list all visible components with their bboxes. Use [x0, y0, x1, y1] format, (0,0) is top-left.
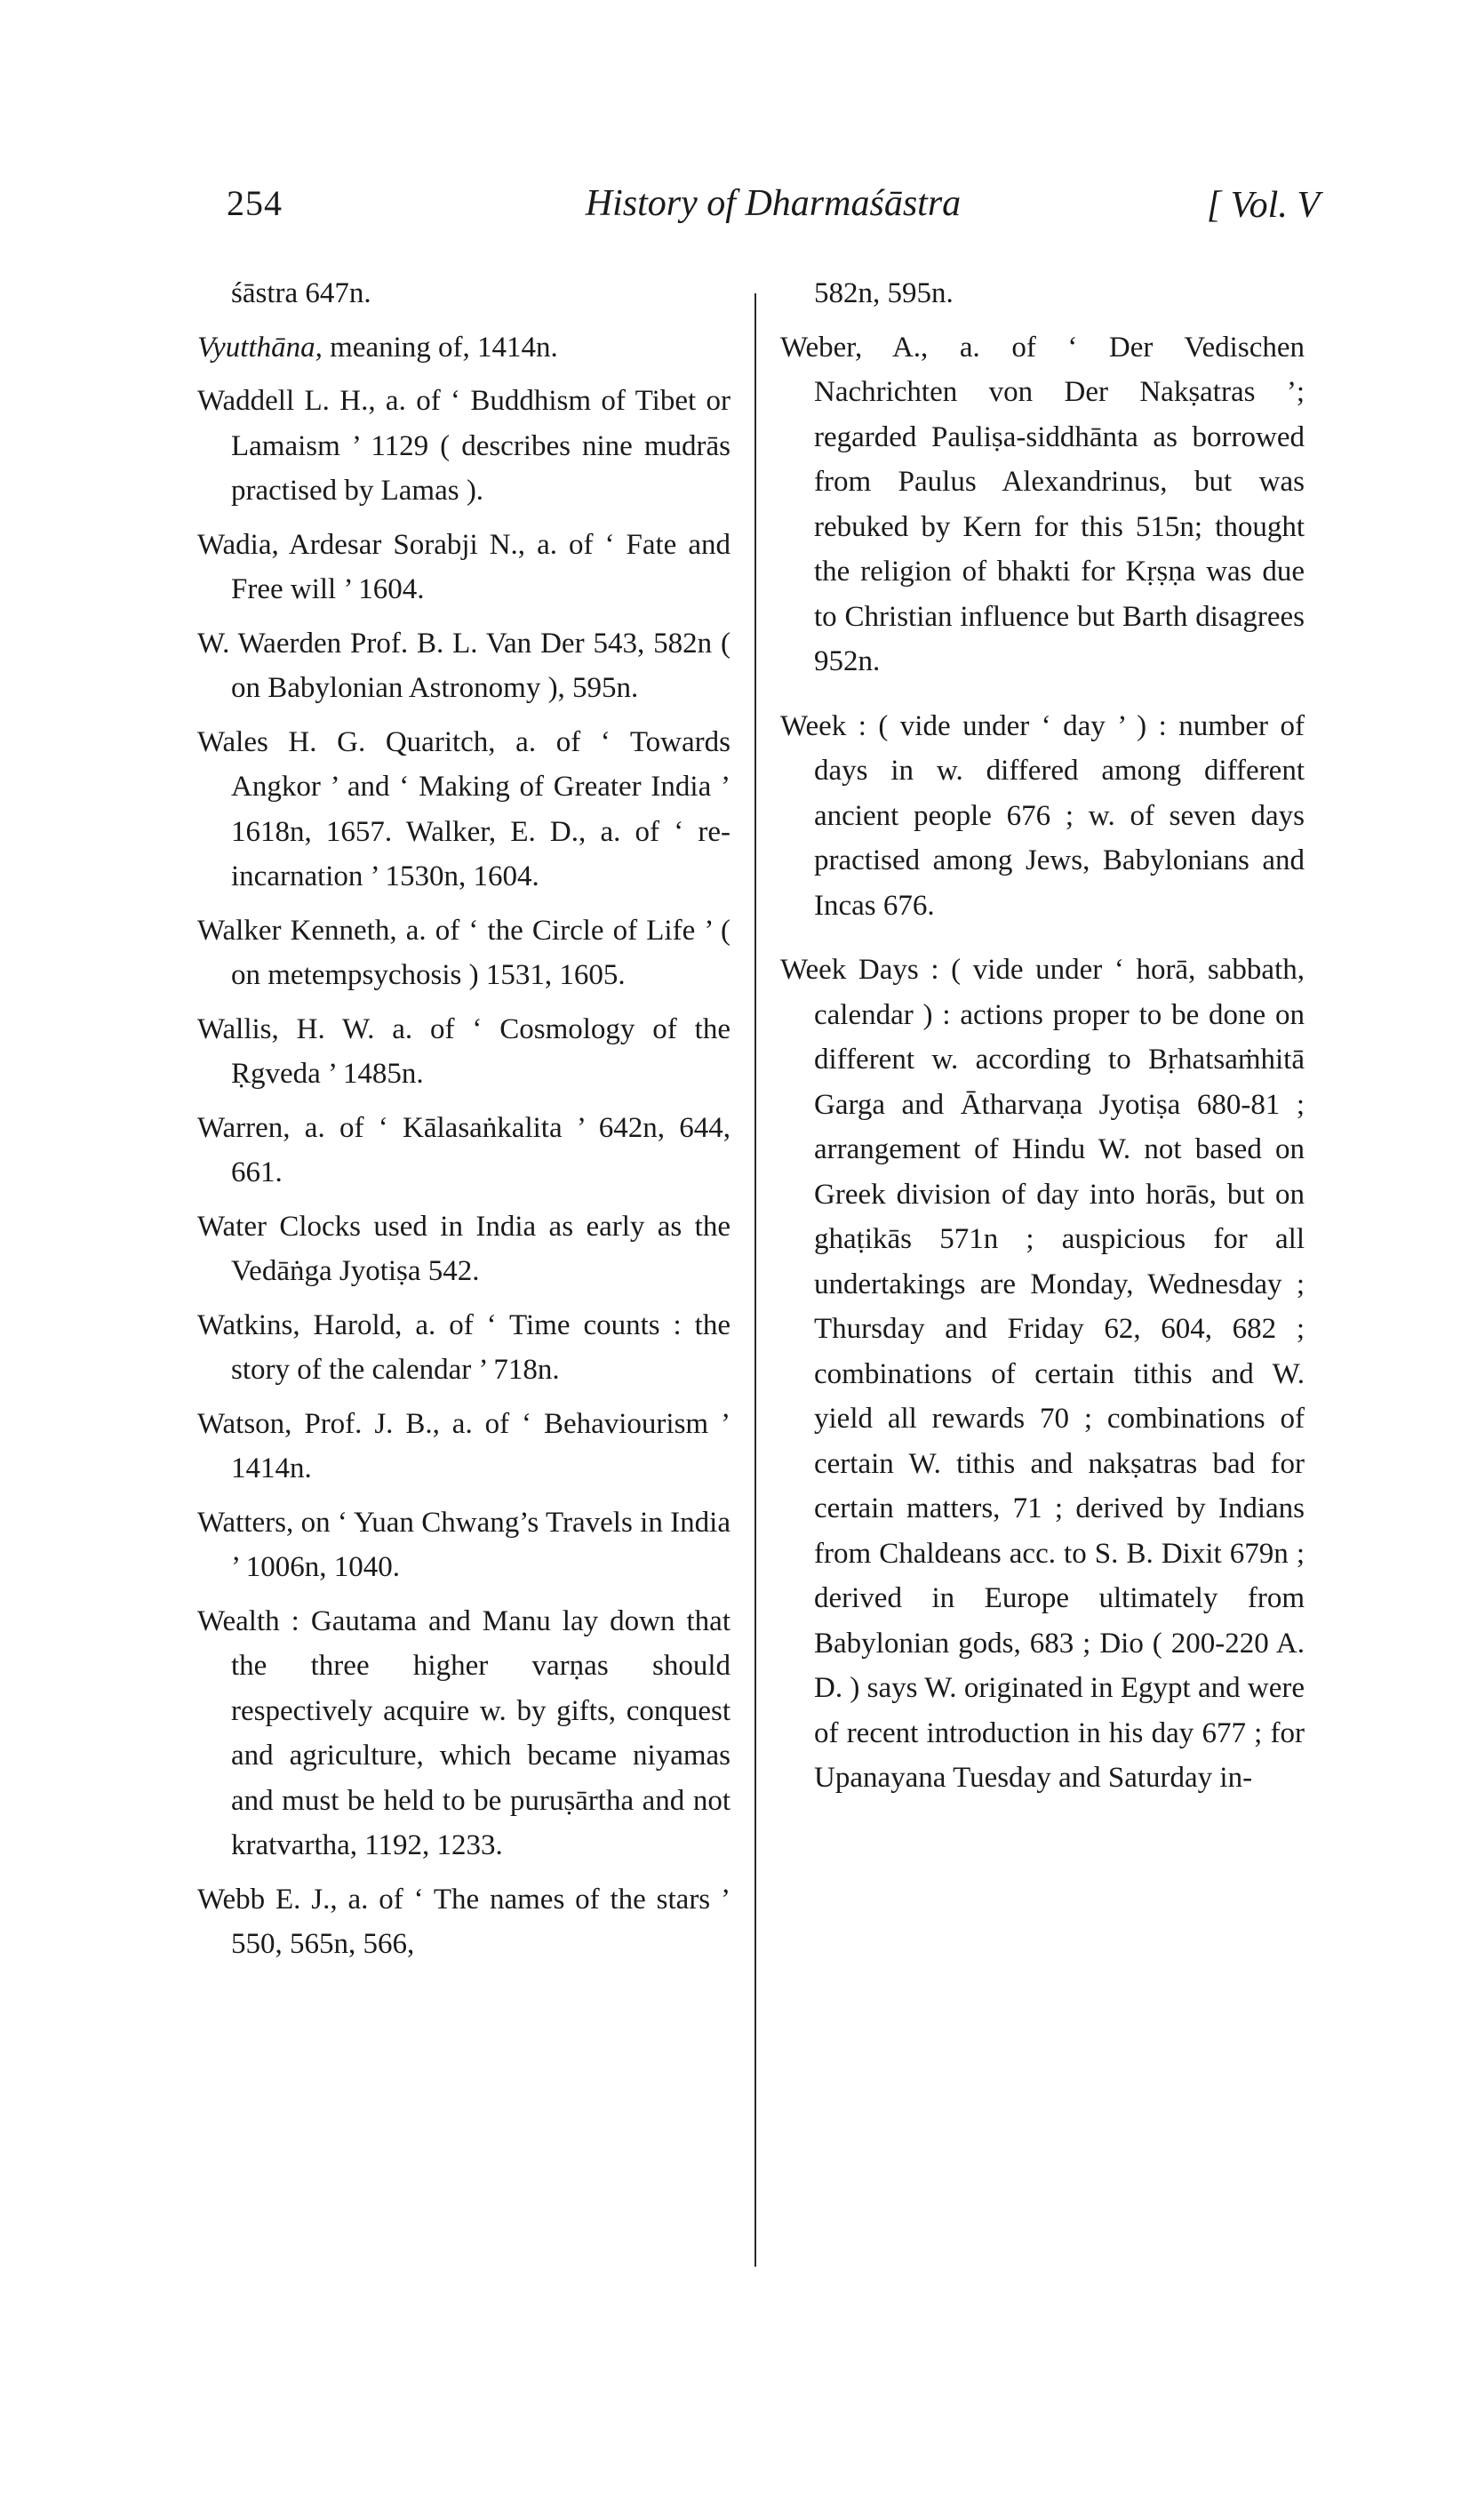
index-entry: Week : ( vide under ‘ day ’ ) : number of days in w. differed among different ancient people 676 ; w. of seven days practised among Jews, Babylonians and Incas 676. — [780, 709, 1305, 922]
index-entry: Watson, Prof. J. B., a. of ‘ Behaviourism ’ 1414n. — [197, 1407, 731, 1484]
volume-label: [ Vol. V — [1206, 185, 1320, 226]
index-entry: Vyutthāna, meaning of, 1414n. — [197, 331, 558, 364]
left-column — [197, 271, 731, 1976]
index-entry: Wales H. G. Quaritch, a. of ‘ Towards Angkor ’ and ‘ Making of Greater India ’ 1618n, 1657. Walker, E. D., a. of ‘ re-incarnation ’ 1530n, 1604. — [197, 725, 731, 892]
running-title: History of Dharmaśāstra — [585, 183, 962, 224]
page-header — [227, 182, 1320, 244]
index-entry: Webb E. J., a. of ‘ The names of the stars ’ 550, 565n, 566, — [197, 1883, 731, 1960]
index-entry: 582n, 595n. — [814, 277, 954, 309]
entry-headword: Vyutthāna, — [197, 331, 323, 364]
index-entry: Watters, on ‘ Yuan Chwang’s Travels in India ’ 1006n, 1040. — [197, 1506, 731, 1583]
index-entry: Watkins, Harold, a. of ‘ Time counts : the story of the calendar ’ 718n. — [197, 1308, 731, 1386]
index-entry: Wealth : Gautama and Manu lay down that the three higher varṇas should respectively acquire w. by gifts, conquest and agriculture, which became niyamas and must be held to be puruṣārtha and not kratvartha, 1192, 1233. — [197, 1604, 731, 1861]
index-entry: Waddell L. H., a. of ‘ Buddhism of Tibet or Lamaism ’ 1129 ( describes nine mudrās practised by Lamas ). — [197, 385, 731, 507]
index-entry: Wallis, H. W. a. of ‘ Cosmology of the Ṛgveda ’ 1485n. — [197, 1012, 731, 1090]
index-entry: Water Clocks used in India as early as the Vedāṅga Jyotiṣa 542. — [197, 1210, 731, 1287]
index-entry: Wadia, Ardesar Sorabji N., a. of ‘ Fate and Free will ’ 1604. — [197, 528, 731, 605]
index-entry: Week Days : ( vide under ‘ horā, sabbath, calendar ) : actions proper to be done on different w. according to Bṛhatsaṁhitā Garga and Ātharvaṇa Jyotiṣa 680-81 ; arrangement of Hindu W. not based on Greek division of day into horās, but on ghaṭikās 571n ; auspicious for all undertakings are Monday, Wednesday ; Thursday and Friday 62, 604, 682 ; combinations of certain tithis and W. yield all rewards 70 ; combinations of certain W. tithis and nakṣatras bad for certain matters, 71 ; derived by Indians from Chaldeans acc. to S. B. Dixit 679n ; derived in Europe ultimately from Babylonian gods, 683 ; Dio ( 200-220 A. D. ) says W. originated in Egypt and were of recent introduction in his day 677 ; for Upanayana Tuesday and Saturday in- — [780, 954, 1305, 1794]
index-entry: Weber, A., a. of ‘ Der Vedischen Nachrichten von Der Nakṣatras ’; regarded Pauliṣa-siddhānta as borrowed from Paulus Alexandrinus, but was rebuked by Kern for this 515n; thought the religion of bhakti for Kṛṣṇa was due to Christian influence but Barth disagrees 952n. — [780, 331, 1305, 677]
column-divider — [754, 293, 756, 2267]
right-column — [780, 271, 1305, 1810]
index-entry: W. Waerden Prof. B. L. Van Der 543, 582n ( on Babylonian Astronomy ), 595n. — [197, 627, 731, 704]
index-entry: Walker Kenneth, a. of ‘ the Circle of Life ’ ( on metempsychosis ) 1531, 1605. — [197, 914, 731, 991]
index-entry: śāstra 647n. — [231, 277, 371, 309]
page-number: 254 — [227, 183, 283, 223]
index-entry: Warren, a. of ‘ Kālasaṅkalita ’ 642n, 644, 661. — [197, 1111, 731, 1188]
